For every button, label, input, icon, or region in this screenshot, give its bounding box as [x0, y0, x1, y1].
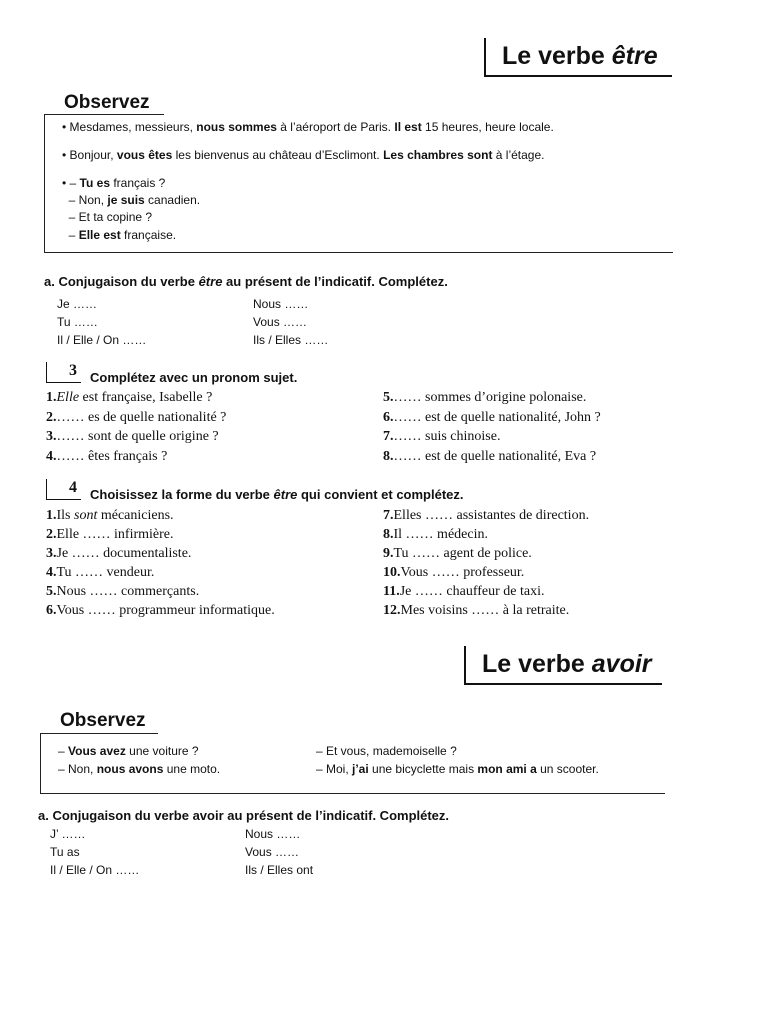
emphasis-text: j’ai — [352, 762, 369, 776]
exercise-item — [383, 429, 500, 445]
exercise-item — [46, 565, 154, 581]
text-run: à l’étage. — [492, 148, 545, 162]
conj-row: Nous …… — [245, 827, 301, 841]
item-number: 2. — [46, 527, 57, 542]
conj-row: Il / Elle / On …… — [57, 333, 147, 347]
conj-row: Ils / Elles ont — [245, 863, 314, 877]
exercise-item — [46, 429, 219, 445]
emphasis-text: nous sommes — [196, 120, 277, 134]
conj-row: Je …… — [57, 297, 98, 311]
exercise-item — [46, 449, 167, 465]
item-text: Nous …… commerçants. — [56, 584, 200, 599]
exercise-item — [383, 449, 596, 465]
item-number: 6. — [46, 603, 57, 618]
item-number: 1. — [46, 508, 57, 523]
conj-row: Ils / Elles …… — [253, 333, 329, 347]
text-run: à l’aéroport de Paris. — [276, 120, 395, 134]
text-run: français ? — [110, 176, 166, 190]
observe-line — [62, 176, 165, 190]
exercise-item — [46, 390, 212, 406]
text-run: – Moi, — [316, 762, 353, 776]
exercise-number-4: 4 — [46, 479, 81, 500]
observe-line — [62, 148, 544, 162]
conj-heading-avoir: a. Conjugaison du verbe avoir au présent de l’indicatif. Complétez. — [38, 808, 450, 823]
item-number: 7. — [383, 508, 394, 523]
emphasis-text: Tu es — [79, 176, 110, 190]
item-number: 10. — [383, 565, 401, 580]
item-text: …… êtes français ? — [56, 448, 168, 464]
title-verb: avoir — [591, 650, 652, 678]
item-number: 11. — [383, 584, 400, 599]
observe-title-etre: Observez — [64, 92, 150, 113]
emphasis-text: Il est — [394, 120, 422, 134]
text-run: – Non, — [58, 762, 97, 776]
exercise-item — [46, 603, 275, 619]
text-run: une bicyclette mais — [368, 762, 478, 776]
emphasis-text: vous êtes — [116, 148, 173, 162]
text-run: française. — [120, 228, 177, 242]
item-text: Tu …… agent de police. — [393, 546, 532, 561]
conj-row: Tu …… — [57, 315, 98, 329]
item-number: 4. — [46, 448, 57, 464]
conj-heading-etre: a. Conjugaison du verbe être au présent de l’indicatif. Complétez. — [44, 274, 448, 289]
conj-row: Tu as — [50, 845, 80, 859]
text-run: • – — [62, 176, 80, 190]
item-number: 8. — [383, 527, 394, 542]
title-prefix: Le verbe — [502, 42, 612, 70]
item-number: 12. — [383, 603, 401, 618]
section-title-avoir — [464, 646, 662, 685]
observe-line — [316, 744, 457, 758]
exercise-item — [383, 603, 569, 619]
item-number: 1. — [46, 390, 57, 405]
exercise-item — [46, 546, 191, 562]
title-verb: être — [611, 42, 658, 70]
text-run: – Et ta copine ? — [62, 210, 153, 224]
item-number: 5. — [46, 584, 57, 599]
emphasis-text: Elle est — [78, 228, 121, 242]
text-run: – — [62, 228, 79, 242]
observe-line — [62, 228, 176, 242]
item-text: mécaniciens. — [97, 508, 174, 523]
exercise-item — [383, 410, 601, 426]
item-text: Vous …… professeur. — [400, 565, 525, 580]
item-text: …… sont de quelle origine ? — [56, 429, 219, 444]
observe-line — [316, 762, 599, 776]
text-run: une moto. — [163, 762, 221, 776]
text-run: – Et vous, mademoiselle ? — [316, 744, 457, 758]
conj-left-etre — [57, 295, 146, 349]
conj-row: J’ …… — [50, 827, 86, 841]
item-text: Je …… chauffeur de taxi. — [399, 584, 545, 599]
conj-row: Il / Elle / On …… — [50, 863, 140, 877]
item-text: Tu …… vendeur. — [56, 565, 155, 580]
emphasis-text: mon ami a — [477, 762, 537, 776]
exercise-item — [383, 390, 586, 406]
item-text: Mes voisins …… à la retraite. — [400, 603, 570, 618]
conj-right-avoir — [245, 825, 313, 879]
item-number: 3. — [46, 429, 57, 444]
item-text: est française, Isabelle ? — [79, 390, 213, 405]
item-number: 8. — [383, 448, 394, 464]
item-example-answer: Elle — [56, 390, 80, 405]
item-text: Ils — [56, 508, 74, 523]
conj-right-etre — [253, 295, 328, 349]
exercise-item — [46, 410, 226, 426]
observe-line — [62, 120, 554, 134]
exercise-item — [46, 527, 174, 543]
exercise-item — [46, 584, 199, 600]
observe-line — [58, 744, 199, 758]
text-run: – — [58, 744, 69, 758]
exercise-heading-3: Complétez avec un pronom sujet. — [90, 370, 298, 385]
observe-line — [62, 210, 152, 224]
item-text: Elles …… assistantes de direction. — [393, 508, 590, 523]
item-text: Vous …… programmeur informatique. — [56, 603, 275, 618]
item-number: 2. — [46, 409, 57, 425]
emphasis-text: nous avons — [96, 762, 164, 776]
item-text: …… es de quelle nationalité ? — [56, 409, 227, 425]
section-title-etre — [484, 38, 672, 77]
item-number: 3. — [46, 546, 57, 561]
item-text: Je …… documentaliste. — [56, 546, 192, 561]
item-text: Elle …… infirmière. — [56, 527, 174, 542]
exercise-item — [383, 584, 544, 600]
item-text: …… sommes d’origine polonaise. — [393, 390, 587, 405]
exercise-item — [383, 527, 488, 543]
text-run: les bienvenus au château d’Esclimont. — [172, 148, 384, 162]
item-text: …… est de quelle nationalité, John ? — [393, 409, 601, 425]
title-prefix: Le verbe — [482, 650, 592, 678]
item-number: 7. — [383, 429, 394, 444]
item-number: 9. — [383, 546, 394, 561]
text-run: • Mesdames, messieurs, — [62, 120, 197, 134]
emphasis-text: Les chambres sont — [383, 148, 493, 162]
item-text: …… est de quelle nationalité, Eva ? — [393, 448, 597, 464]
text-run: un scooter. — [536, 762, 599, 776]
conj-row: Vous …… — [253, 315, 308, 329]
item-example-answer: sont — [74, 508, 98, 523]
item-number: 4. — [46, 565, 57, 580]
observe-line — [62, 193, 200, 207]
observe-line — [58, 762, 220, 776]
observe-title-avoir: Observez — [60, 710, 146, 731]
exercise-item — [383, 546, 532, 562]
emphasis-text: je suis — [107, 193, 145, 207]
item-number: 6. — [383, 409, 394, 425]
text-run: canadien. — [144, 193, 201, 207]
text-run: – Non, — [62, 193, 108, 207]
item-text: Il …… médecin. — [393, 527, 488, 542]
text-run: • Bonjour, — [62, 148, 117, 162]
exercise-item — [383, 565, 524, 581]
item-number: 5. — [383, 390, 394, 405]
conj-left-avoir — [50, 825, 139, 879]
exercise-heading-4: Choisissez la forme du verbe être qui convient et complétez. — [90, 487, 464, 502]
item-text: …… suis chinoise. — [393, 429, 501, 444]
text-run: une voiture ? — [125, 744, 199, 758]
text-run: 15 heures, heure locale. — [421, 120, 554, 134]
conj-row: Nous …… — [253, 297, 309, 311]
emphasis-text: Vous avez — [68, 744, 126, 758]
exercise-number-3: 3 — [46, 362, 81, 383]
exercise-item — [383, 508, 589, 524]
conj-row: Vous …… — [245, 845, 300, 859]
exercise-item — [46, 508, 174, 524]
